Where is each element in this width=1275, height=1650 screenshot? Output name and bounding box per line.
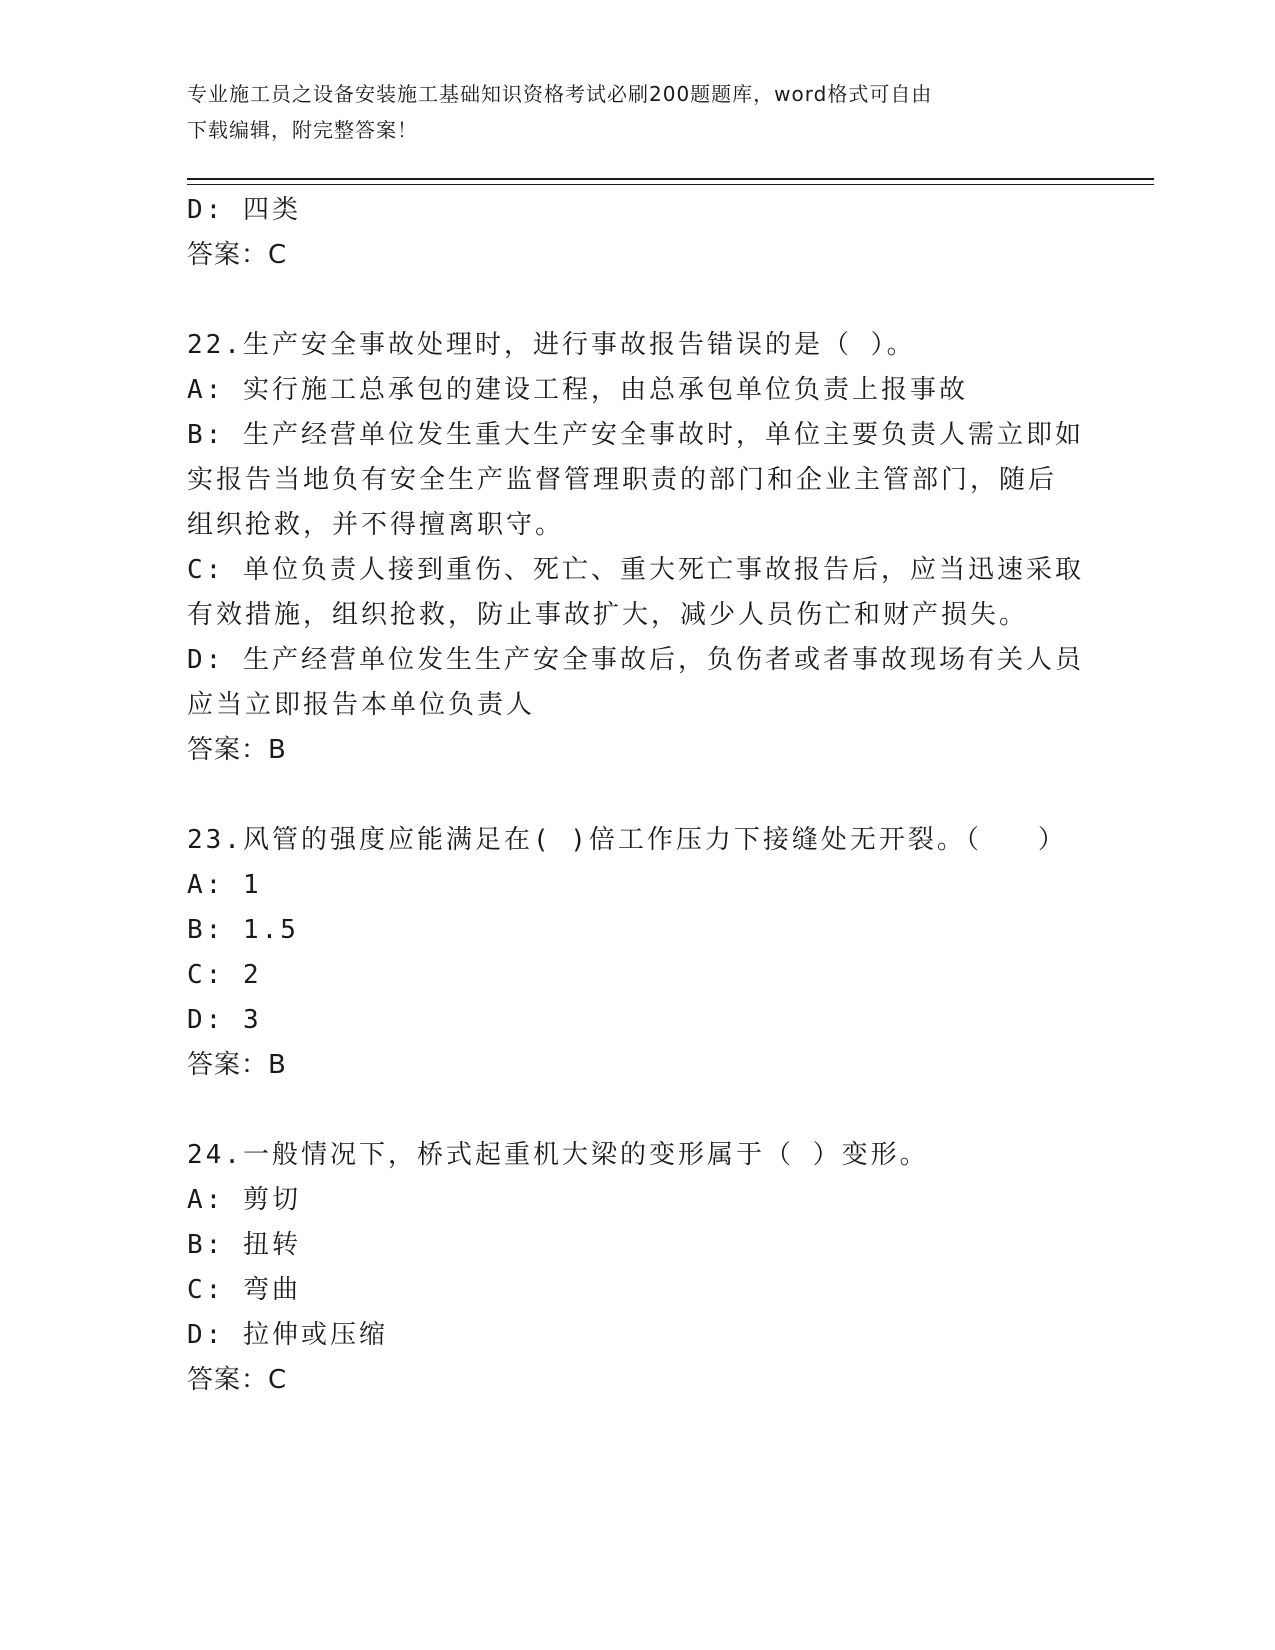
option-line: 实报告当地负有安全生产监督管理职责的部门和企业主管部门，随后 [187,465,1058,495]
spacer [187,1088,1087,1133]
option-d: D: 四类 [187,195,301,225]
option-line: D: 生产经营单位发生生产安全事故后，负伤者或者事故现场有关人员 [187,645,1084,675]
option-line: C: 单位负责人接到重伤、死亡、重大死亡事故报告后，应当迅速采取 [187,555,1084,585]
spacer [187,773,1087,818]
question-21-tail [187,188,1087,278]
option-line: A: 实行施工总承包的建设工程，由总承包单位负责上报事故 [187,375,968,405]
header-divider-thin [187,184,1154,185]
question-23 [187,818,1087,1088]
option-line: C: 弯曲 [187,1275,301,1305]
answer-line: 答案：C [187,240,288,270]
option-line: D: 3 [187,1005,262,1035]
header-line-1: 专业施工员之设备安装施工基础知识资格考试必刷200题题库，word格式可自由 [187,82,933,106]
question-22 [187,323,1087,773]
option-line: B: 扭转 [187,1230,301,1260]
option-line: A: 1 [187,870,262,900]
answer-line: 答案：B [187,1050,287,1080]
spacer [187,278,1087,323]
document-body [187,188,1087,1403]
answer-line: 答案：C [187,1365,288,1395]
option-line: 应当立即报告本单位负责人 [187,690,536,720]
question-24 [187,1133,1087,1403]
option-line: C: 2 [187,960,262,990]
question-stem: 24.一般情况下，桥式起重机大梁的变形属于（ ）变形。 [187,1140,929,1170]
option-line: A: 剪切 [187,1185,301,1215]
answer-line: 答案：B [187,735,287,765]
option-line: 有效措施，组织抢救，防止事故扩大，减少人员伤亡和财产损失。 [187,600,1029,630]
header-line-2: 下载编辑，附完整答案！ [187,118,418,142]
option-line: B: 生产经营单位发生重大生产安全事故时，单位主要负责人需立即如 [187,420,1084,450]
option-line: B: 1.5 [187,915,299,945]
header-divider-thick [187,178,1154,180]
option-line: D: 拉伸或压缩 [187,1320,388,1350]
option-line: 组织抢救，并不得擅离职守。 [187,510,565,540]
question-stem: 23.风管的强度应能满足在( )倍工作压力下接缝处无开裂。（ ） [187,825,1067,855]
question-stem: 22.生产安全事故处理时，进行事故报告错误的是（ ）。 [187,330,916,360]
document-header [187,76,1087,148]
